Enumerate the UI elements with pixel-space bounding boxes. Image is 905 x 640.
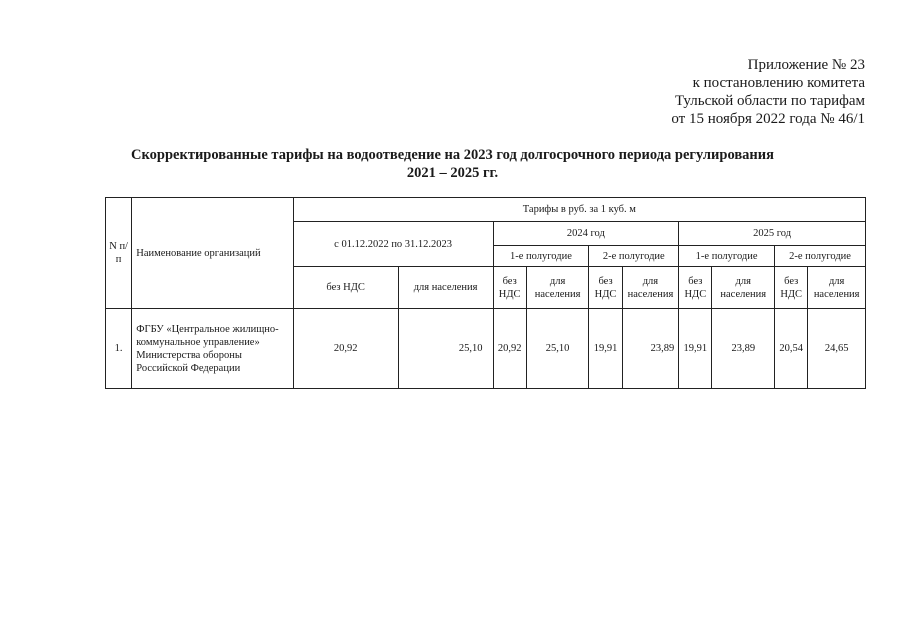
col-num-header: N п/п — [106, 198, 132, 309]
tariff-value: 20,54 — [775, 309, 808, 389]
population-header: для населения — [808, 267, 866, 309]
year-2024-header: 2024 год — [493, 222, 679, 246]
table-row — [106, 309, 866, 389]
tariffs-table — [105, 197, 866, 389]
row-number: 1. — [106, 309, 132, 389]
appendix-header — [671, 56, 865, 128]
tariff-value: 23,89 — [622, 309, 679, 389]
appendix-number: Приложение № 23 — [747, 57, 865, 73]
tariff-value: 24,65 — [808, 309, 866, 389]
col-org-header: Наименование организаций — [132, 198, 293, 309]
period-header: с 01.12.2022 по 31.12.2023 — [293, 222, 493, 267]
tariff-value: 19,91 — [679, 309, 712, 389]
no-vat-header: без НДС — [589, 267, 622, 309]
half-header: 1-е полугодие — [493, 246, 589, 267]
no-vat-header: без НДС — [493, 267, 526, 309]
tariff-value: 19,91 — [589, 309, 622, 389]
title-line: Скорректированные тарифы на водоотведение на 2023 год долгосрочного периода регулирования — [131, 147, 774, 163]
population-header: для населения — [712, 267, 775, 309]
year-2025-header: 2025 год — [679, 222, 866, 246]
no-vat-header: без НДС — [679, 267, 712, 309]
title-line: 2021 – 2025 гг. — [406, 165, 499, 181]
population-header: для населения — [622, 267, 679, 309]
population-header: для населения — [526, 267, 589, 309]
tariff-value: 20,92 — [493, 309, 526, 389]
document-title — [0, 146, 905, 182]
half-header: 2-е полугодие — [589, 246, 679, 267]
population-header: для населения — [398, 267, 493, 309]
appendix-ref-line: к постановлению комитета — [692, 75, 865, 91]
appendix-date-line: от 15 ноября 2022 года № 46/1 — [671, 111, 865, 127]
tariffs-header: Тарифы в руб. за 1 куб. м — [293, 198, 865, 222]
tariff-value: 25,10 — [398, 309, 493, 389]
half-header: 1-е полугодие — [679, 246, 775, 267]
no-vat-header: без НДС — [293, 267, 398, 309]
tariff-value: 23,89 — [712, 309, 775, 389]
half-header: 2-е полугодие — [775, 246, 866, 267]
appendix-ref-line: Тульской области по тарифам — [674, 93, 865, 109]
tariff-value: 25,10 — [526, 309, 589, 389]
no-vat-header: без НДС — [775, 267, 808, 309]
tariff-value: 20,92 — [293, 309, 398, 389]
organization-name: ФГБУ «Центральное жилищно-коммунальное управление» Министерства обороны Российской Федерации — [132, 309, 293, 389]
